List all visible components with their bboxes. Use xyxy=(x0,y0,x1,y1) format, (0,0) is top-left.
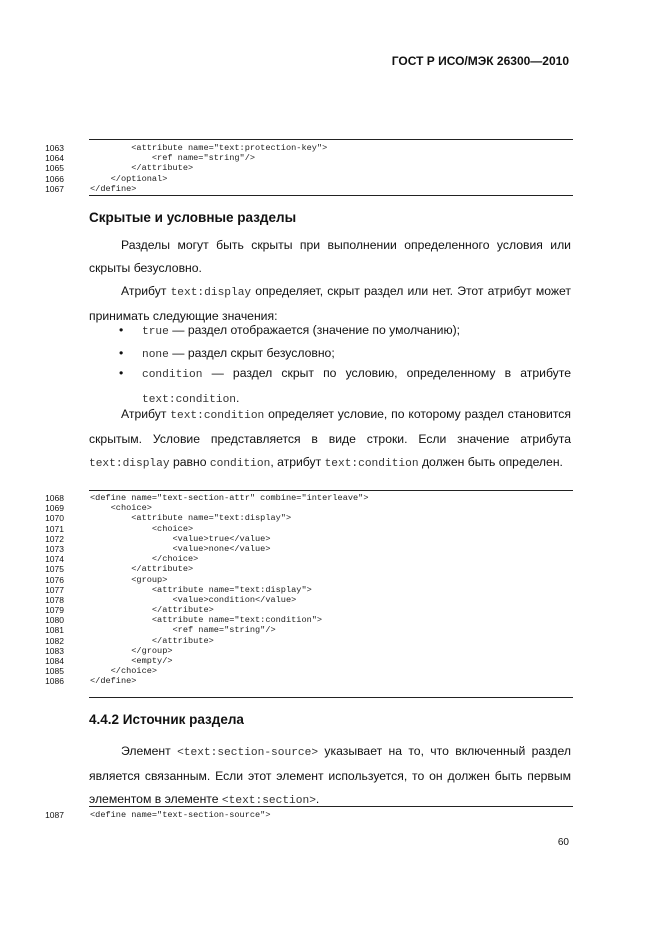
line-number: 1071 xyxy=(45,523,64,534)
line-number: 1087 xyxy=(45,810,64,820)
code-block-2 xyxy=(36,493,576,687)
code-text: <value>condition</value> xyxy=(90,594,297,605)
code-bottom-rule xyxy=(89,697,573,698)
code-line xyxy=(36,163,576,173)
code-text: </optional> xyxy=(90,173,168,184)
code-text: <attribute name="text:condition"> xyxy=(90,615,323,626)
line-number: 1077 xyxy=(45,584,64,595)
code-inline: <text:section> xyxy=(221,795,316,807)
line-number: 1073 xyxy=(45,543,64,554)
code-line xyxy=(36,143,576,153)
code-text: </attribute> xyxy=(90,564,194,575)
code-line xyxy=(36,656,576,666)
text-run: определяет условие, по которому раздел становится скрытым. Условие представляется в виде строки. Если значение атрибута xyxy=(89,407,571,446)
code-text: </attribute> xyxy=(90,635,214,646)
code-text: </define> xyxy=(90,183,137,194)
line-number: 1064 xyxy=(45,153,64,164)
line-number: 1072 xyxy=(45,533,64,544)
line-number: 1074 xyxy=(45,554,64,565)
text-run: . xyxy=(315,792,320,806)
code-line xyxy=(36,585,576,595)
code-line xyxy=(36,646,576,656)
code-text: </attribute> xyxy=(90,605,214,616)
code-text: <attribute name="text:protection-key"> xyxy=(90,143,328,153)
text-run: — раздел отображается (значение по умолчанию); xyxy=(168,323,461,337)
code-text: <ref name="string"/> xyxy=(90,153,256,164)
text-run: . xyxy=(236,391,240,405)
code-line xyxy=(36,625,576,635)
line-number: 1066 xyxy=(45,173,64,184)
paragraph-section-source xyxy=(89,740,571,813)
code-inline: text:display xyxy=(170,287,252,299)
code-line xyxy=(36,605,576,615)
line-number: 1083 xyxy=(45,645,64,656)
text-run: Атрибут xyxy=(121,407,171,421)
code-inline: <text:section-source> xyxy=(177,747,319,759)
code-line xyxy=(36,174,576,184)
text-run: должен быть определен. xyxy=(418,455,563,469)
code-text: <define name="text-section-source"> xyxy=(90,810,271,820)
line-number: 1086 xyxy=(45,676,64,687)
document-header: ГОСТ Р ИСО/МЭК 26300—2010 xyxy=(391,54,569,68)
code-inline: text:condition xyxy=(142,394,236,406)
line-number: 1076 xyxy=(45,574,64,585)
line-number: 1085 xyxy=(45,666,64,677)
code-line xyxy=(36,153,576,163)
line-number: 1079 xyxy=(45,605,64,616)
code-text: <attribute name="text:display"> xyxy=(90,584,312,595)
text-run: Элемент xyxy=(121,744,178,758)
code-line xyxy=(36,524,576,534)
code-line xyxy=(36,184,576,194)
line-number: 1063 xyxy=(45,143,64,153)
code-inline: condition xyxy=(142,369,203,381)
code-inline: true xyxy=(142,326,169,338)
code-inline: text:display xyxy=(89,458,170,470)
bullet-icon: • xyxy=(119,366,124,380)
text-run: равно xyxy=(169,455,210,469)
paragraph-hidden-intro xyxy=(89,234,571,280)
code-line xyxy=(36,513,576,523)
line-number: 1070 xyxy=(45,513,64,524)
code-block-1 xyxy=(36,143,576,194)
paragraph-condition-attr xyxy=(89,403,571,476)
code-text: <ref name="string"/> xyxy=(90,625,276,636)
line-number: 1075 xyxy=(45,564,64,575)
code-line xyxy=(36,595,576,605)
code-top-rule xyxy=(89,806,573,807)
code-text: <empty/> xyxy=(90,656,173,666)
code-block-3 xyxy=(36,810,576,820)
code-line xyxy=(36,575,576,585)
code-text: <group> xyxy=(90,574,168,585)
text-run: определяет, скрыт раздел или нет. Этот атрибут может принимать следующие значения: xyxy=(89,284,571,323)
code-inline: text:condition xyxy=(324,458,419,470)
text-run: Атрибут xyxy=(121,284,171,298)
code-line xyxy=(36,615,576,625)
code-inline: condition xyxy=(209,458,271,470)
code-text: <value>none</value> xyxy=(90,543,271,554)
code-text: <define name="text-section-attr" combine="interleave"> xyxy=(90,493,369,503)
code-text: <choice> xyxy=(90,523,194,534)
text-run: указывает на то, что включенный раздел является связанным. Если этот элемент используется, то он должен быть первым элементом в элементе xyxy=(89,744,571,806)
section-heading-hidden: Скрытые и условные разделы xyxy=(89,210,297,225)
line-number: 1078 xyxy=(45,594,64,605)
section-heading-source: 4.4.2 Источник раздела xyxy=(89,712,244,727)
code-text: <choice> xyxy=(90,503,152,514)
line-number: 1069 xyxy=(45,503,64,514)
code-line xyxy=(36,676,576,686)
page-number: 60 xyxy=(557,837,569,848)
code-line xyxy=(36,636,576,646)
code-text: <value>true</value> xyxy=(90,533,271,544)
code-text: </group> xyxy=(90,645,173,656)
code-inline: none xyxy=(142,349,169,361)
line-number: 1084 xyxy=(45,656,64,666)
code-line xyxy=(36,810,576,820)
code-text: </choice> xyxy=(90,554,199,565)
paragraph-text: Разделы могут быть скрыты при выполнении определенного условия или скрыты безусловно. xyxy=(89,238,571,275)
code-text: </define> xyxy=(90,676,137,687)
code-line xyxy=(36,544,576,554)
code-inline: text:condition xyxy=(170,410,265,422)
code-text: </attribute> xyxy=(90,163,194,174)
code-line xyxy=(36,564,576,574)
code-line xyxy=(36,534,576,544)
line-number: 1068 xyxy=(45,493,64,503)
line-number: 1067 xyxy=(45,183,64,194)
code-top-rule xyxy=(89,490,573,491)
code-line xyxy=(36,493,576,503)
code-line xyxy=(36,666,576,676)
bullet-icon: • xyxy=(119,323,124,337)
code-top-rule xyxy=(89,139,573,140)
bullet-icon: • xyxy=(119,346,124,360)
line-number: 1080 xyxy=(45,615,64,626)
text-run: — раздел скрыт безусловно; xyxy=(168,346,335,360)
code-line xyxy=(36,554,576,564)
code-bottom-rule xyxy=(89,195,573,196)
line-number: 1065 xyxy=(45,163,64,174)
line-number: 1082 xyxy=(45,635,64,646)
text-run: — раздел скрыт по условию, определенному в атрибуте xyxy=(202,366,571,380)
code-text: </choice> xyxy=(90,666,158,677)
line-number: 1081 xyxy=(45,625,64,636)
text-run: , атрибут xyxy=(270,455,325,469)
code-text: <attribute name="text:display"> xyxy=(90,513,292,524)
code-line xyxy=(36,503,576,513)
